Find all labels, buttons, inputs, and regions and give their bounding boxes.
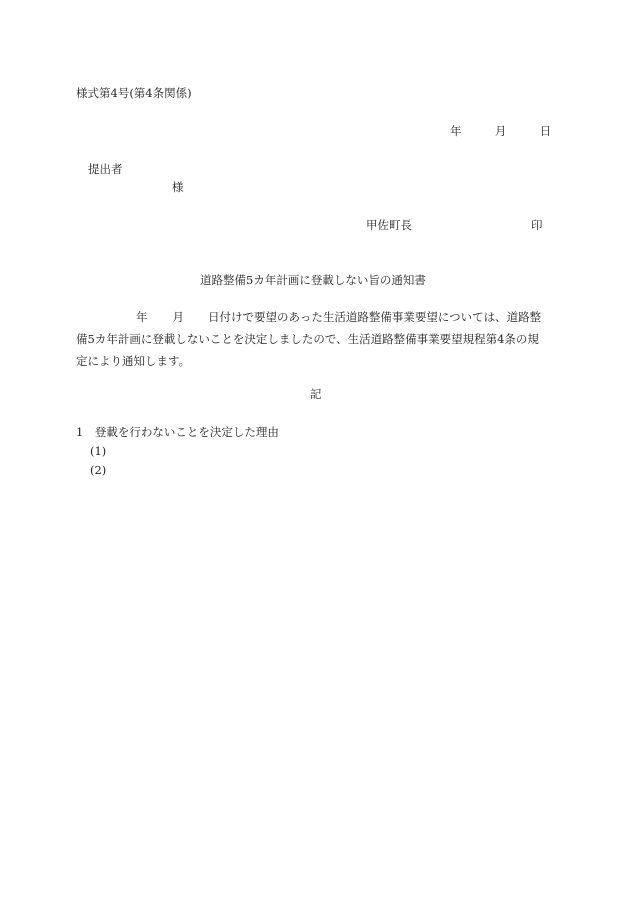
issuer-name: 甲佐町長 — [366, 218, 412, 232]
reason-subitem-2: (2) — [90, 463, 107, 477]
date-year-label: 年 — [450, 124, 462, 138]
body-line-1-rest: 日付けで要望のあった生活道路整備事業要望については、道路整 — [208, 310, 542, 324]
body-line-3: 定により通知します。 — [76, 354, 191, 368]
body-month-label: 月 — [172, 310, 184, 324]
date-month-label: 月 — [494, 124, 507, 138]
date-day-label: 日 — [539, 124, 552, 138]
submitter-label: 提出者 — [88, 162, 123, 176]
body-year-label: 年 — [136, 310, 148, 324]
document-title: 道路整備5カ年計画に登載しない旨の通知書 — [200, 273, 426, 287]
notice-body — [76, 306, 556, 372]
addressee-suffix: 様 — [172, 180, 184, 194]
reason-item-1: 1 登載を行わないことを決定した理由 — [76, 425, 279, 439]
body-line-2: 備5カ年計画に登載しないことを決定しましたので、生活道路整備事業要望規程第4条の規 — [76, 332, 539, 346]
date-line — [450, 124, 551, 138]
form-number: 様式第4号(第4条関係) — [76, 86, 192, 100]
note-heading: 記 — [310, 387, 322, 401]
reason-subitem-1: (1) — [90, 444, 107, 458]
body-line-1 — [76, 306, 556, 328]
seal-mark: 印 — [531, 218, 543, 232]
